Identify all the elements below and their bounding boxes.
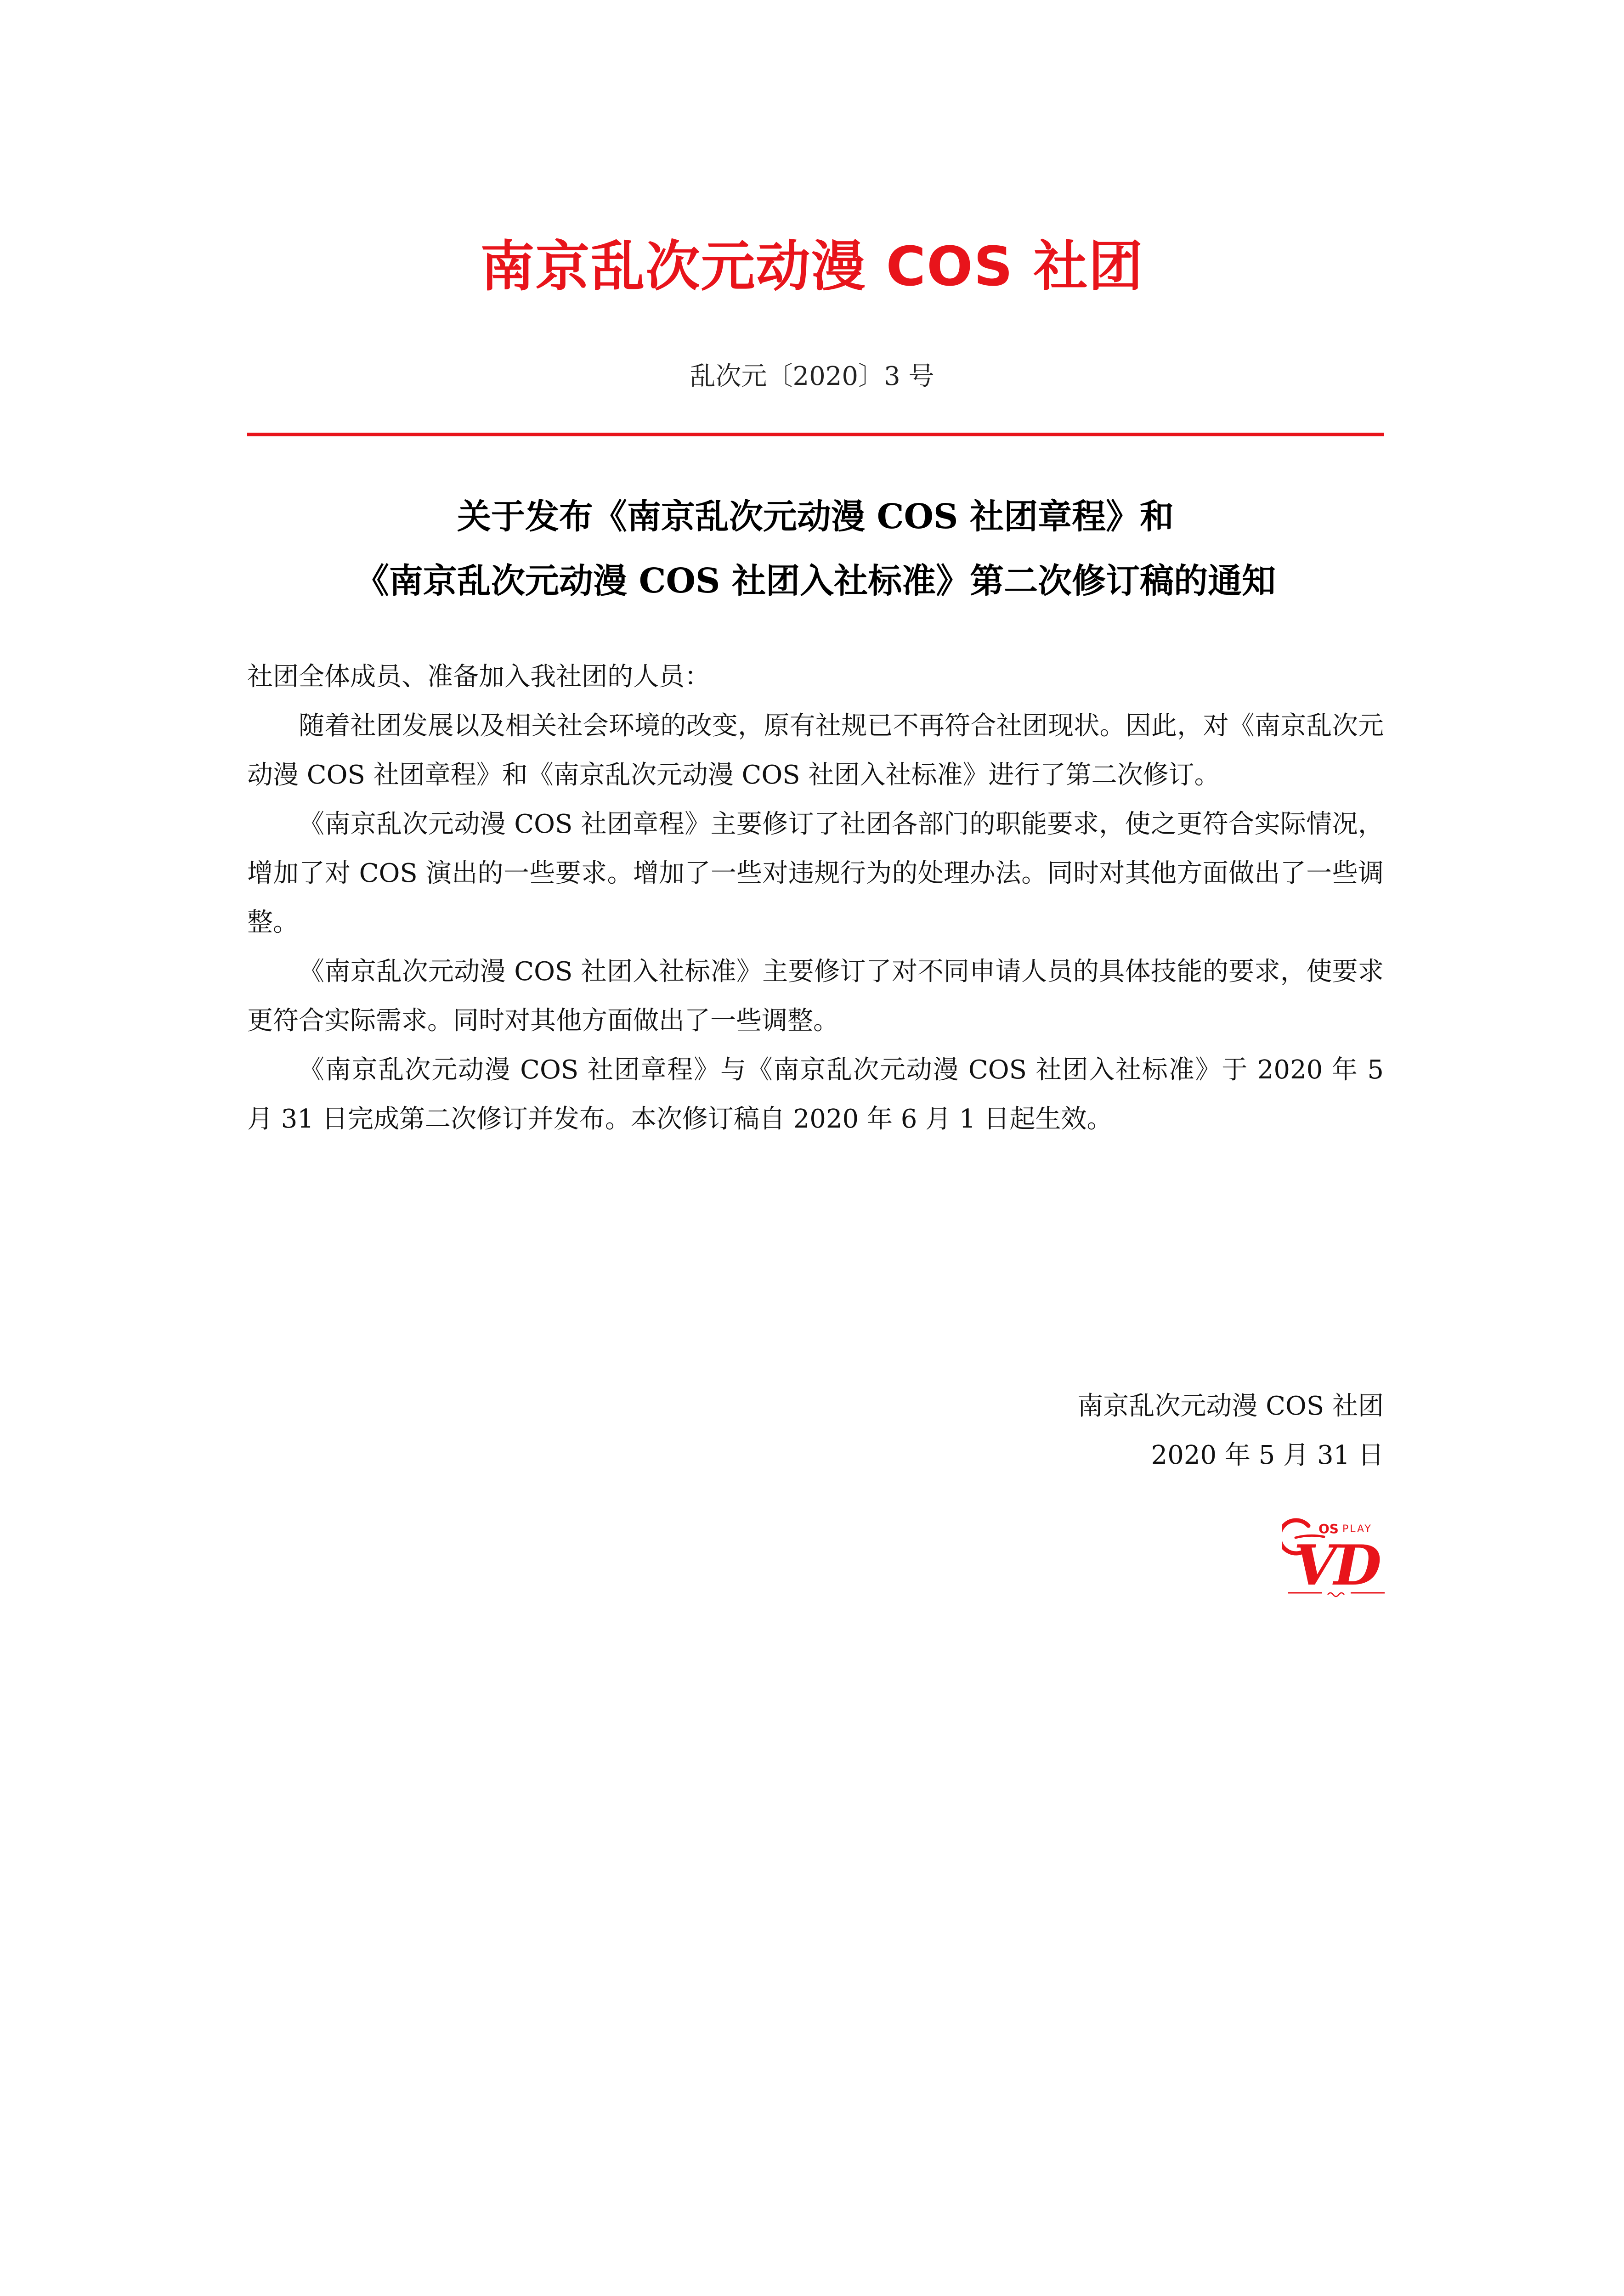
notice-title-line-1: 关于发布《南京乱次元动漫 COS 社团章程》和 [457, 497, 1174, 536]
salutation: 社团全体成员、准备加入我社团的人员： [247, 662, 710, 692]
club-seal-logo-icon [1282, 1516, 1392, 1608]
body-paragraph-4: 《南京乱次元动漫 COS 社团章程》与《南京乱次元动漫 COS 社团入社标准》于 2020 年 5 月 31 日完成第二次修订并发布。本次修订稿自 2020 年 6 月 1 日起生效。 [247, 1055, 1384, 1134]
svg-text:PLAY: PLAY [1342, 1523, 1372, 1535]
red-divider-line [247, 433, 1384, 436]
signature-block [247, 1382, 1384, 1480]
signature-organization: 南京乱次元动漫 COS 社团 [1077, 1391, 1384, 1421]
svg-text:VD: VD [1294, 1533, 1379, 1598]
body-paragraph-1: 随着社团发展以及相关社会环境的改变，原有社规已不再符合社团现状。因此，对《南京乱次元动漫 COS 社团章程》和《南京乱次元动漫 COS 社团入社标准》进行了第二次修订。 [247, 711, 1384, 790]
body-paragraph-3: 《南京乱次元动漫 COS 社团入社标准》主要修订了对不同申请人员的具体技能的要求，使要求更符合实际需求。同时对其他方面做出了一些调整。 [247, 957, 1384, 1036]
svg-text:OS: OS [1318, 1521, 1339, 1536]
notice-body [247, 652, 1384, 1144]
body-paragraph-2: 《南京乱次元动漫 COS 社团章程》主要修订了社团各部门的职能要求，使之更符合实际情况，增加了对 COS 演出的一些要求。增加了一些对违规行为的处理办法。同时对其他方面做出了一些调整。 [247, 809, 1384, 937]
document-number: 乱次元〔2020〕3 号 [690, 361, 934, 391]
notice-title-line-2: 《南京乱次元动漫 COS 社团入社标准》第二次修订稿的通知 [355, 561, 1276, 601]
organization-title: 南京乱次元动漫 COS 社团 [480, 235, 1144, 298]
notice-title [247, 485, 1384, 613]
signature-date: 2020 年 5 月 31 日 [1151, 1440, 1384, 1470]
